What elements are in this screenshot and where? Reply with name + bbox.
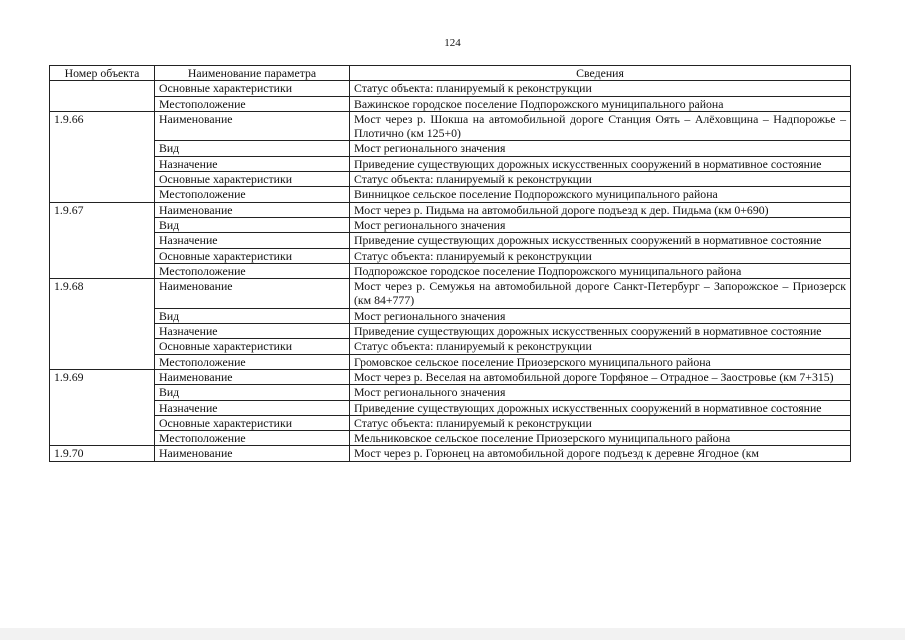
table-row [50,96,851,111]
details-cell: Приведение существующих дорожных искусственных сооружений в нормативное состояние [350,400,851,415]
objects-table [49,65,851,462]
table-row [50,172,851,187]
table-row [50,369,851,384]
table-row [50,263,851,278]
details-cell: Мост через р. Пидьма на автомобильной дороге подъезд к дер. Пидьма (км 0+690) [350,202,851,217]
parameter-name-cell: Наименование [155,202,350,217]
details-cell: Мост регионального значения [350,385,851,400]
details-cell: Мост регионального значения [350,308,851,323]
parameter-name-cell: Наименование [155,446,350,461]
parameter-name-cell: Основные характеристики [155,172,350,187]
details-cell: Мост через р. Шокша на автомобильной дороге Станция Оять – Алёховщина – Надпорожье – Плотично (км 125+0) [350,111,851,141]
object-number-cell: 1.9.69 [50,369,155,445]
header-object-number: Номер объекта [50,66,155,81]
details-cell: Приведение существующих дорожных искусственных сооружений в нормативное состояние [350,156,851,171]
table-row [50,141,851,156]
parameter-name-cell: Местоположение [155,354,350,369]
scan-edge [0,628,905,640]
details-cell: Статус объекта: планируемый к реконструкции [350,415,851,430]
details-cell: Мост через р. Горюнец на автомобильной дороге подъезд к деревне Ягодное (км [350,446,851,461]
table-row [50,279,851,309]
table-row [50,308,851,323]
details-cell: Подпорожское городское поселение Подпорожского муниципального района [350,263,851,278]
parameter-name-cell: Основные характеристики [155,248,350,263]
table-row [50,156,851,171]
parameter-name-cell: Местоположение [155,431,350,446]
object-number-cell: 1.9.68 [50,279,155,370]
parameter-name-cell: Назначение [155,324,350,339]
object-number-cell: 1.9.66 [50,111,155,202]
parameter-name-cell: Местоположение [155,96,350,111]
parameter-name-cell: Назначение [155,156,350,171]
table-row [50,111,851,141]
table-row [50,400,851,415]
details-cell: Мост через р. Веселая на автомобильной дороге Торфяное – Отрадное – Заостровье (км 7+315) [350,369,851,384]
parameter-name-cell: Вид [155,308,350,323]
details-cell: Мост регионального значения [350,141,851,156]
table-row [50,415,851,430]
parameter-name-cell: Основные характеристики [155,339,350,354]
parameter-name-cell: Местоположение [155,187,350,202]
details-cell: Мост регионального значения [350,217,851,232]
table-row [50,385,851,400]
details-cell: Мельниковское сельское поселение Приозерского муниципального района [350,431,851,446]
parameter-name-cell: Основные характеристики [155,415,350,430]
page-number: 124 [444,37,461,49]
parameter-name-cell: Назначение [155,400,350,415]
table-body [50,81,851,461]
parameter-name-cell: Вид [155,385,350,400]
table-row [50,248,851,263]
parameter-name-cell: Наименование [155,369,350,384]
details-cell: Приведение существующих дорожных искусственных сооружений в нормативное состояние [350,324,851,339]
details-cell: Важинское городское поселение Подпорожского муниципального района [350,96,851,111]
header-details: Сведения [350,66,851,81]
header-parameter-name: Наименование параметра [155,66,350,81]
parameter-name-cell: Наименование [155,279,350,309]
table-row [50,324,851,339]
table-header-row [50,66,851,81]
details-cell: Статус объекта: планируемый к реконструкции [350,339,851,354]
details-cell: Статус объекта: планируемый к реконструкции [350,248,851,263]
details-cell: Винницкое сельское поселение Подпорожского муниципального района [350,187,851,202]
object-number-cell: 1.9.70 [50,446,155,461]
details-cell: Приведение существующих дорожных искусственных сооружений в нормативное состояние [350,233,851,248]
details-cell: Статус объекта: планируемый к реконструкции [350,81,851,96]
table-row [50,202,851,217]
table-row [50,187,851,202]
object-number-cell: 1.9.67 [50,202,155,278]
parameter-name-cell: Местоположение [155,263,350,278]
table-row [50,431,851,446]
details-cell: Мост через р. Семужья на автомобильной дороге Санкт-Петербург – Запорожское – Приозерск (км 84+777) [350,279,851,309]
details-cell: Громовское сельское поселение Приозерского муниципального района [350,354,851,369]
table-row [50,339,851,354]
parameter-name-cell: Основные характеристики [155,81,350,96]
parameter-name-cell: Наименование [155,111,350,141]
table-row [50,217,851,232]
table-row [50,446,851,461]
table-row [50,354,851,369]
table-row [50,81,851,96]
table-row [50,233,851,248]
object-number-cell [50,81,155,112]
details-cell: Статус объекта: планируемый к реконструкции [350,172,851,187]
parameter-name-cell: Назначение [155,233,350,248]
parameter-name-cell: Вид [155,141,350,156]
parameter-name-cell: Вид [155,217,350,232]
